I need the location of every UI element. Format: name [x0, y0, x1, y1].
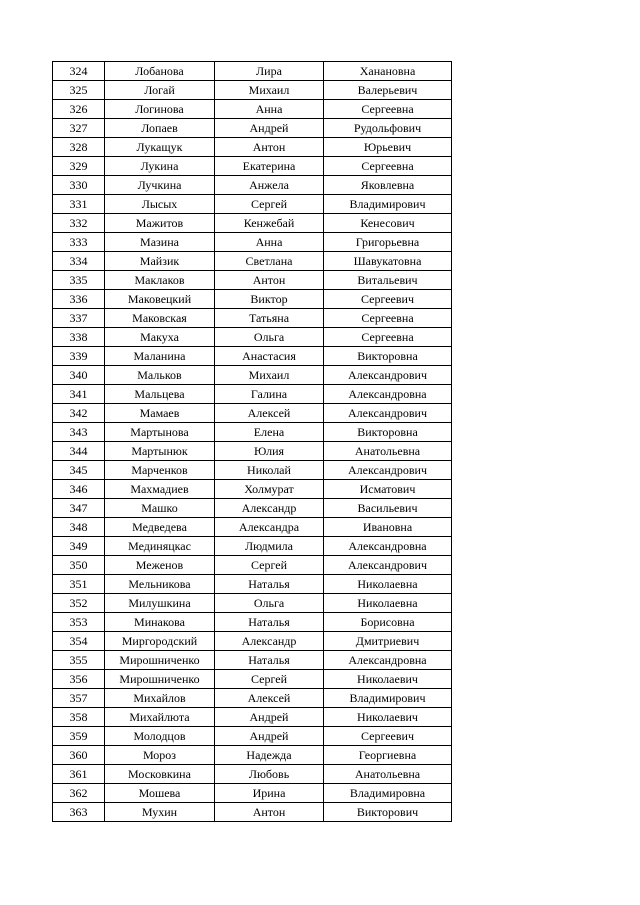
- row-number-cell: 348: [53, 518, 105, 537]
- table-row: [53, 157, 452, 176]
- row-number-cell: 343: [53, 423, 105, 442]
- patronymic-cell: Владимирович: [324, 689, 452, 708]
- row-number-cell: 330: [53, 176, 105, 195]
- row-number-cell: 360: [53, 746, 105, 765]
- row-number-cell: 341: [53, 385, 105, 404]
- row-number-cell: 338: [53, 328, 105, 347]
- patronymic-cell: Александровна: [324, 537, 452, 556]
- last-name-cell: Минакова: [105, 613, 215, 632]
- table-row: [53, 651, 452, 670]
- table-row: [53, 62, 452, 81]
- patronymic-cell: Рудольфович: [324, 119, 452, 138]
- patronymic-cell: Александрович: [324, 461, 452, 480]
- table-row: [53, 518, 452, 537]
- table-row: [53, 613, 452, 632]
- row-number-cell: 331: [53, 195, 105, 214]
- row-number-cell: 363: [53, 803, 105, 822]
- first-name-cell: Любовь: [215, 765, 324, 784]
- row-number-cell: 329: [53, 157, 105, 176]
- patronymic-cell: Николаевич: [324, 670, 452, 689]
- first-name-cell: Светлана: [215, 252, 324, 271]
- last-name-cell: Московкина: [105, 765, 215, 784]
- table-row: [53, 176, 452, 195]
- patronymic-cell: Николаевич: [324, 708, 452, 727]
- table-row: [53, 366, 452, 385]
- last-name-cell: Мартынова: [105, 423, 215, 442]
- last-name-cell: Лопаев: [105, 119, 215, 138]
- row-number-cell: 336: [53, 290, 105, 309]
- row-number-cell: 325: [53, 81, 105, 100]
- patronymic-cell: Яковлевна: [324, 176, 452, 195]
- last-name-cell: Мухин: [105, 803, 215, 822]
- table-row: [53, 461, 452, 480]
- last-name-cell: Лучкина: [105, 176, 215, 195]
- first-name-cell: Алексей: [215, 689, 324, 708]
- table-row: [53, 138, 452, 157]
- patronymic-cell: Витальевич: [324, 271, 452, 290]
- table-row: [53, 404, 452, 423]
- table-row: [53, 765, 452, 784]
- first-name-cell: Анна: [215, 233, 324, 252]
- row-number-cell: 339: [53, 347, 105, 366]
- patronymic-cell: Анатольевна: [324, 442, 452, 461]
- last-name-cell: Меженов: [105, 556, 215, 575]
- table-row: [53, 328, 452, 347]
- patronymic-cell: Владимировна: [324, 784, 452, 803]
- roster-table: [52, 61, 452, 822]
- last-name-cell: Лысых: [105, 195, 215, 214]
- last-name-cell: Маковская: [105, 309, 215, 328]
- last-name-cell: Лобанова: [105, 62, 215, 81]
- row-number-cell: 337: [53, 309, 105, 328]
- table-row: [53, 499, 452, 518]
- first-name-cell: Михаил: [215, 366, 324, 385]
- first-name-cell: Кенжебай: [215, 214, 324, 233]
- table-row: [53, 556, 452, 575]
- table-row: [53, 119, 452, 138]
- last-name-cell: Майзик: [105, 252, 215, 271]
- row-number-cell: 345: [53, 461, 105, 480]
- patronymic-cell: Александровна: [324, 385, 452, 404]
- roster-table-body: [53, 62, 452, 822]
- last-name-cell: Милушкина: [105, 594, 215, 613]
- row-number-cell: 357: [53, 689, 105, 708]
- table-row: [53, 309, 452, 328]
- patronymic-cell: Владимирович: [324, 195, 452, 214]
- row-number-cell: 342: [53, 404, 105, 423]
- row-number-cell: 332: [53, 214, 105, 233]
- patronymic-cell: Сергеевна: [324, 309, 452, 328]
- first-name-cell: Андрей: [215, 727, 324, 746]
- last-name-cell: Логинова: [105, 100, 215, 119]
- row-number-cell: 361: [53, 765, 105, 784]
- first-name-cell: Антон: [215, 271, 324, 290]
- last-name-cell: Мошева: [105, 784, 215, 803]
- last-name-cell: Михайлюта: [105, 708, 215, 727]
- last-name-cell: Макуха: [105, 328, 215, 347]
- first-name-cell: Наталья: [215, 651, 324, 670]
- patronymic-cell: Александрович: [324, 556, 452, 575]
- row-number-cell: 328: [53, 138, 105, 157]
- patronymic-cell: Николаевна: [324, 575, 452, 594]
- row-number-cell: 340: [53, 366, 105, 385]
- first-name-cell: Наталья: [215, 575, 324, 594]
- table-row: [53, 271, 452, 290]
- patronymic-cell: Ивановна: [324, 518, 452, 537]
- table-row: [53, 708, 452, 727]
- first-name-cell: Елена: [215, 423, 324, 442]
- patronymic-cell: Николаевна: [324, 594, 452, 613]
- last-name-cell: Мальцева: [105, 385, 215, 404]
- first-name-cell: Екатерина: [215, 157, 324, 176]
- last-name-cell: Мирошниченко: [105, 670, 215, 689]
- table-row: [53, 347, 452, 366]
- first-name-cell: Лира: [215, 62, 324, 81]
- first-name-cell: Виктор: [215, 290, 324, 309]
- table-row: [53, 727, 452, 746]
- first-name-cell: Сергей: [215, 556, 324, 575]
- last-name-cell: Молодцов: [105, 727, 215, 746]
- last-name-cell: Лукащук: [105, 138, 215, 157]
- first-name-cell: Ольга: [215, 594, 324, 613]
- row-number-cell: 358: [53, 708, 105, 727]
- patronymic-cell: Ханановна: [324, 62, 452, 81]
- patronymic-cell: Исматович: [324, 480, 452, 499]
- row-number-cell: 335: [53, 271, 105, 290]
- first-name-cell: Анжела: [215, 176, 324, 195]
- first-name-cell: Людмила: [215, 537, 324, 556]
- table-row: [53, 689, 452, 708]
- first-name-cell: Антон: [215, 803, 324, 822]
- patronymic-cell: Юрьевич: [324, 138, 452, 157]
- patronymic-cell: Александрович: [324, 366, 452, 385]
- row-number-cell: 349: [53, 537, 105, 556]
- first-name-cell: Татьяна: [215, 309, 324, 328]
- patronymic-cell: Кенесович: [324, 214, 452, 233]
- last-name-cell: Лукина: [105, 157, 215, 176]
- table-row: [53, 290, 452, 309]
- row-number-cell: 347: [53, 499, 105, 518]
- first-name-cell: Александр: [215, 632, 324, 651]
- first-name-cell: Александр: [215, 499, 324, 518]
- patronymic-cell: Дмитриевич: [324, 632, 452, 651]
- first-name-cell: Михаил: [215, 81, 324, 100]
- table-row: [53, 385, 452, 404]
- table-row: [53, 632, 452, 651]
- patronymic-cell: Викторовна: [324, 347, 452, 366]
- table-row: [53, 81, 452, 100]
- patronymic-cell: Александрович: [324, 404, 452, 423]
- first-name-cell: Юлия: [215, 442, 324, 461]
- first-name-cell: Андрей: [215, 708, 324, 727]
- row-number-cell: 324: [53, 62, 105, 81]
- last-name-cell: Маклаков: [105, 271, 215, 290]
- table-row: [53, 670, 452, 689]
- last-name-cell: Мазина: [105, 233, 215, 252]
- table-row: [53, 803, 452, 822]
- first-name-cell: Александра: [215, 518, 324, 537]
- row-number-cell: 326: [53, 100, 105, 119]
- first-name-cell: Надежда: [215, 746, 324, 765]
- first-name-cell: Антон: [215, 138, 324, 157]
- last-name-cell: Логай: [105, 81, 215, 100]
- first-name-cell: Наталья: [215, 613, 324, 632]
- first-name-cell: Андрей: [215, 119, 324, 138]
- row-number-cell: 352: [53, 594, 105, 613]
- row-number-cell: 346: [53, 480, 105, 499]
- patronymic-cell: Борисовна: [324, 613, 452, 632]
- patronymic-cell: Георгиевна: [324, 746, 452, 765]
- row-number-cell: 353: [53, 613, 105, 632]
- patronymic-cell: Анатольевна: [324, 765, 452, 784]
- last-name-cell: Мороз: [105, 746, 215, 765]
- table-row: [53, 784, 452, 803]
- last-name-cell: Михайлов: [105, 689, 215, 708]
- patronymic-cell: Сергеевна: [324, 157, 452, 176]
- patronymic-cell: Викторович: [324, 803, 452, 822]
- patronymic-cell: Александровна: [324, 651, 452, 670]
- patronymic-cell: Сергеевна: [324, 100, 452, 119]
- last-name-cell: Миргородский: [105, 632, 215, 651]
- table-row: [53, 423, 452, 442]
- table-row: [53, 442, 452, 461]
- table-row: [53, 214, 452, 233]
- patronymic-cell: Васильевич: [324, 499, 452, 518]
- table-row: [53, 195, 452, 214]
- row-number-cell: 327: [53, 119, 105, 138]
- row-number-cell: 354: [53, 632, 105, 651]
- table-row: [53, 233, 452, 252]
- last-name-cell: Медведева: [105, 518, 215, 537]
- row-number-cell: 359: [53, 727, 105, 746]
- table-row: [53, 746, 452, 765]
- first-name-cell: Холмурат: [215, 480, 324, 499]
- last-name-cell: Мельникова: [105, 575, 215, 594]
- last-name-cell: Мирошниченко: [105, 651, 215, 670]
- row-number-cell: 356: [53, 670, 105, 689]
- first-name-cell: Николай: [215, 461, 324, 480]
- patronymic-cell: Григорьевна: [324, 233, 452, 252]
- first-name-cell: Алексей: [215, 404, 324, 423]
- last-name-cell: Мамаев: [105, 404, 215, 423]
- patronymic-cell: Викторовна: [324, 423, 452, 442]
- last-name-cell: Мажитов: [105, 214, 215, 233]
- row-number-cell: 333: [53, 233, 105, 252]
- table-row: [53, 252, 452, 271]
- row-number-cell: 334: [53, 252, 105, 271]
- last-name-cell: Маланина: [105, 347, 215, 366]
- first-name-cell: Галина: [215, 385, 324, 404]
- table-row: [53, 594, 452, 613]
- first-name-cell: Сергей: [215, 195, 324, 214]
- last-name-cell: Маковецкий: [105, 290, 215, 309]
- last-name-cell: Махмадиев: [105, 480, 215, 499]
- last-name-cell: Мединяцкас: [105, 537, 215, 556]
- patronymic-cell: Шавукатовна: [324, 252, 452, 271]
- last-name-cell: Мартынюк: [105, 442, 215, 461]
- first-name-cell: Анастасия: [215, 347, 324, 366]
- row-number-cell: 344: [53, 442, 105, 461]
- first-name-cell: Ирина: [215, 784, 324, 803]
- row-number-cell: 362: [53, 784, 105, 803]
- row-number-cell: 351: [53, 575, 105, 594]
- patronymic-cell: Валерьевич: [324, 81, 452, 100]
- last-name-cell: Машко: [105, 499, 215, 518]
- first-name-cell: Ольга: [215, 328, 324, 347]
- table-row: [53, 100, 452, 119]
- patronymic-cell: Сергеевич: [324, 727, 452, 746]
- last-name-cell: Марченков: [105, 461, 215, 480]
- row-number-cell: 350: [53, 556, 105, 575]
- patronymic-cell: Сергеевна: [324, 328, 452, 347]
- row-number-cell: 355: [53, 651, 105, 670]
- patronymic-cell: Сергеевич: [324, 290, 452, 309]
- table-row: [53, 575, 452, 594]
- table-row: [53, 480, 452, 499]
- table-row: [53, 537, 452, 556]
- first-name-cell: Сергей: [215, 670, 324, 689]
- last-name-cell: Мальков: [105, 366, 215, 385]
- first-name-cell: Анна: [215, 100, 324, 119]
